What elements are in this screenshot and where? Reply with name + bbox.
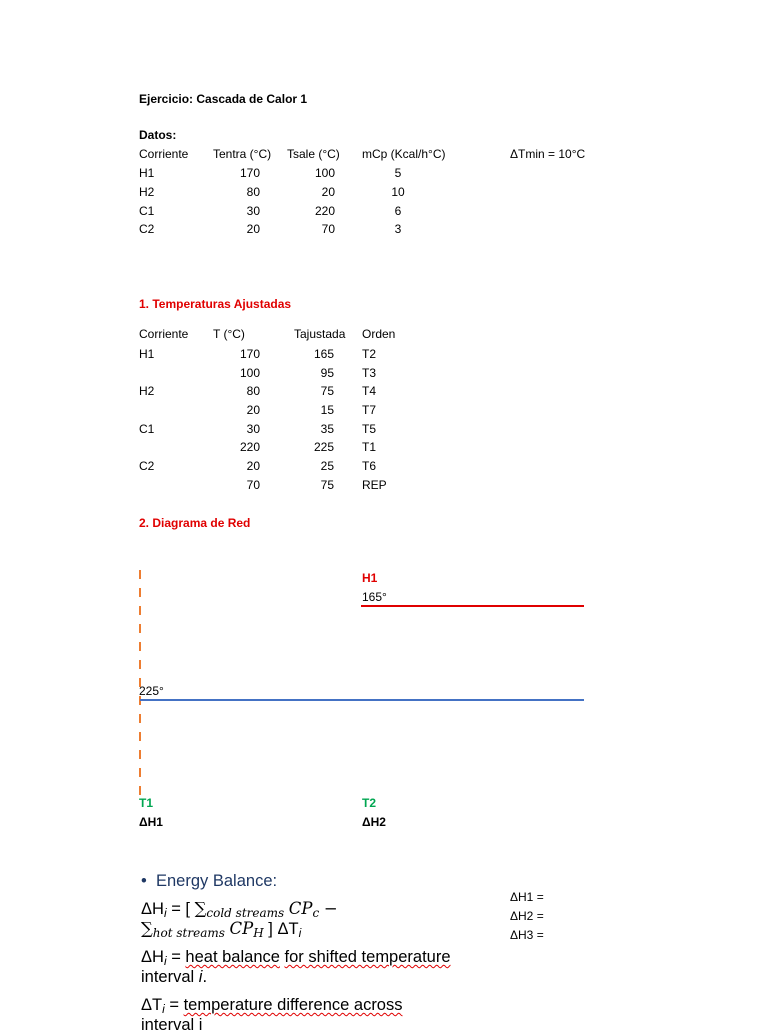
s1-cell: T6 xyxy=(362,459,377,473)
t1-label: T1 xyxy=(139,796,154,810)
cpc-sub: c xyxy=(312,906,320,920)
eq-lhs: ΔH xyxy=(141,900,164,918)
s1-cell: T4 xyxy=(362,384,377,398)
datos-cell: 80 xyxy=(246,185,260,199)
energy-bullet: • xyxy=(141,872,147,890)
s1-cell: 100 xyxy=(239,366,260,380)
hot-streams-sub: hot streams xyxy=(152,926,225,940)
cph: CP xyxy=(229,919,254,938)
definition-dt-line2: interval i xyxy=(141,1016,203,1034)
cold-temperature: 225° xyxy=(139,684,164,698)
eq-open: = [ xyxy=(171,900,191,918)
eq-dt-sub: i xyxy=(298,926,302,940)
s1-cell: 75 xyxy=(320,384,334,398)
s1-cell: C1 xyxy=(139,422,155,436)
dtmin-label: ΔTmin = 10°C xyxy=(510,147,586,161)
section2-title: 2. Diagrama de Red xyxy=(139,516,251,530)
s1-cell: C2 xyxy=(139,459,155,473)
s1-cell: 35 xyxy=(320,422,334,436)
datos-header-mcp: mCp (Kcal/h°C) xyxy=(362,147,446,161)
minus-sign: − xyxy=(323,899,338,918)
s1-cell: 70 xyxy=(246,478,260,492)
datos-cell: 30 xyxy=(246,204,260,218)
datos-cell: 220 xyxy=(314,204,335,218)
def2-u: temperature difference across xyxy=(183,996,403,1014)
dh2-label: ΔH2 xyxy=(362,815,386,829)
energy-equation-line2 xyxy=(141,919,301,943)
datos-cell: C1 xyxy=(139,204,155,218)
section1-header-t: T (°C) xyxy=(213,327,245,341)
s1-cell: 220 xyxy=(239,440,260,454)
def1-eq: = xyxy=(166,948,186,966)
s1-cell: 20 xyxy=(246,459,260,473)
energy-balance-title: Energy Balance: xyxy=(156,872,278,890)
datos-cell: 100 xyxy=(314,166,335,180)
datos-cell: 6 xyxy=(394,204,402,218)
eq-dt: ΔT xyxy=(277,920,299,938)
datos-cell: 20 xyxy=(246,222,260,236)
s1-cell: 95 xyxy=(320,366,334,380)
datos-cell: 20 xyxy=(321,185,335,199)
s1-cell: T3 xyxy=(362,366,377,380)
datos-cell: 170 xyxy=(239,166,260,180)
datos-cell: H1 xyxy=(139,166,155,180)
cpc: CP xyxy=(288,899,313,918)
sum-symbol: ∑ xyxy=(194,899,207,918)
definition-dh-line2 xyxy=(141,967,207,987)
s1-cell: H1 xyxy=(139,347,155,361)
datos-header-corriente: Corriente xyxy=(139,147,189,161)
result-dh2: ΔH2 = xyxy=(510,909,544,923)
def1-line2-i: i xyxy=(198,968,203,986)
def2-eq: = xyxy=(164,996,184,1014)
s1-cell: 75 xyxy=(320,478,334,492)
s1-cell: 170 xyxy=(239,347,260,361)
s1-cell: 80 xyxy=(246,384,260,398)
datos-cell: 70 xyxy=(321,222,335,236)
section1-header-corriente: Corriente xyxy=(139,327,189,341)
s1-cell: 15 xyxy=(320,403,334,417)
t2-label: T2 xyxy=(362,796,377,810)
datos-cell: C2 xyxy=(139,222,155,236)
def2-sub: i xyxy=(162,1002,165,1016)
def1-u1: heat balance xyxy=(185,948,280,966)
dh1-label: ΔH1 xyxy=(139,815,163,829)
sum-symbol-2: ∑ xyxy=(141,919,153,938)
document-title: Ejercicio: Cascada de Calor 1 xyxy=(139,92,308,106)
s1-cell: REP xyxy=(362,478,387,492)
def1-sub: i xyxy=(163,954,167,968)
datos-cell: H2 xyxy=(139,185,155,199)
cph-sub: H xyxy=(253,926,264,940)
s1-cell: T5 xyxy=(362,422,377,436)
s1-cell: T1 xyxy=(362,440,377,454)
cold-streams-sub: cold streams xyxy=(206,906,285,920)
section1-title: 1. Temperaturas Ajustadas xyxy=(139,297,292,311)
s1-cell: 165 xyxy=(313,347,334,361)
eq-lhs-sub: i xyxy=(163,906,167,920)
datos-header-tsale: Tsale (°C) xyxy=(287,147,340,161)
s1-cell: T2 xyxy=(362,347,377,361)
s1-cell: 25 xyxy=(320,459,334,473)
s1-cell: 225 xyxy=(313,440,334,454)
def1-lhs: ΔH xyxy=(141,948,164,966)
def1-u2: for shifted temperature xyxy=(284,948,451,966)
def2-lhs: ΔT xyxy=(141,996,163,1014)
result-dh1: ΔH1 = xyxy=(510,890,544,904)
s1-cell: 20 xyxy=(246,403,260,417)
def1-line2-a: interval xyxy=(141,968,199,986)
s1-cell: 30 xyxy=(246,422,260,436)
h1-temperature: 165° xyxy=(362,590,387,604)
def1-line2-b: . xyxy=(202,968,208,986)
section1-header-orden: Orden xyxy=(362,327,396,341)
datos-cell: 10 xyxy=(391,185,405,199)
s1-cell: T7 xyxy=(362,403,377,417)
datos-label: Datos: xyxy=(139,128,177,142)
result-dh3: ΔH3 = xyxy=(510,928,544,942)
section1-header-tajustada: Tajustada xyxy=(294,327,346,341)
datos-cell: 3 xyxy=(394,222,402,236)
h1-stream-label: H1 xyxy=(362,571,378,585)
eq-close: ] xyxy=(268,920,273,938)
s1-cell: H2 xyxy=(139,384,155,398)
datos-cell: 5 xyxy=(394,166,402,180)
datos-header-tentra: Tentra (°C) xyxy=(213,147,272,161)
